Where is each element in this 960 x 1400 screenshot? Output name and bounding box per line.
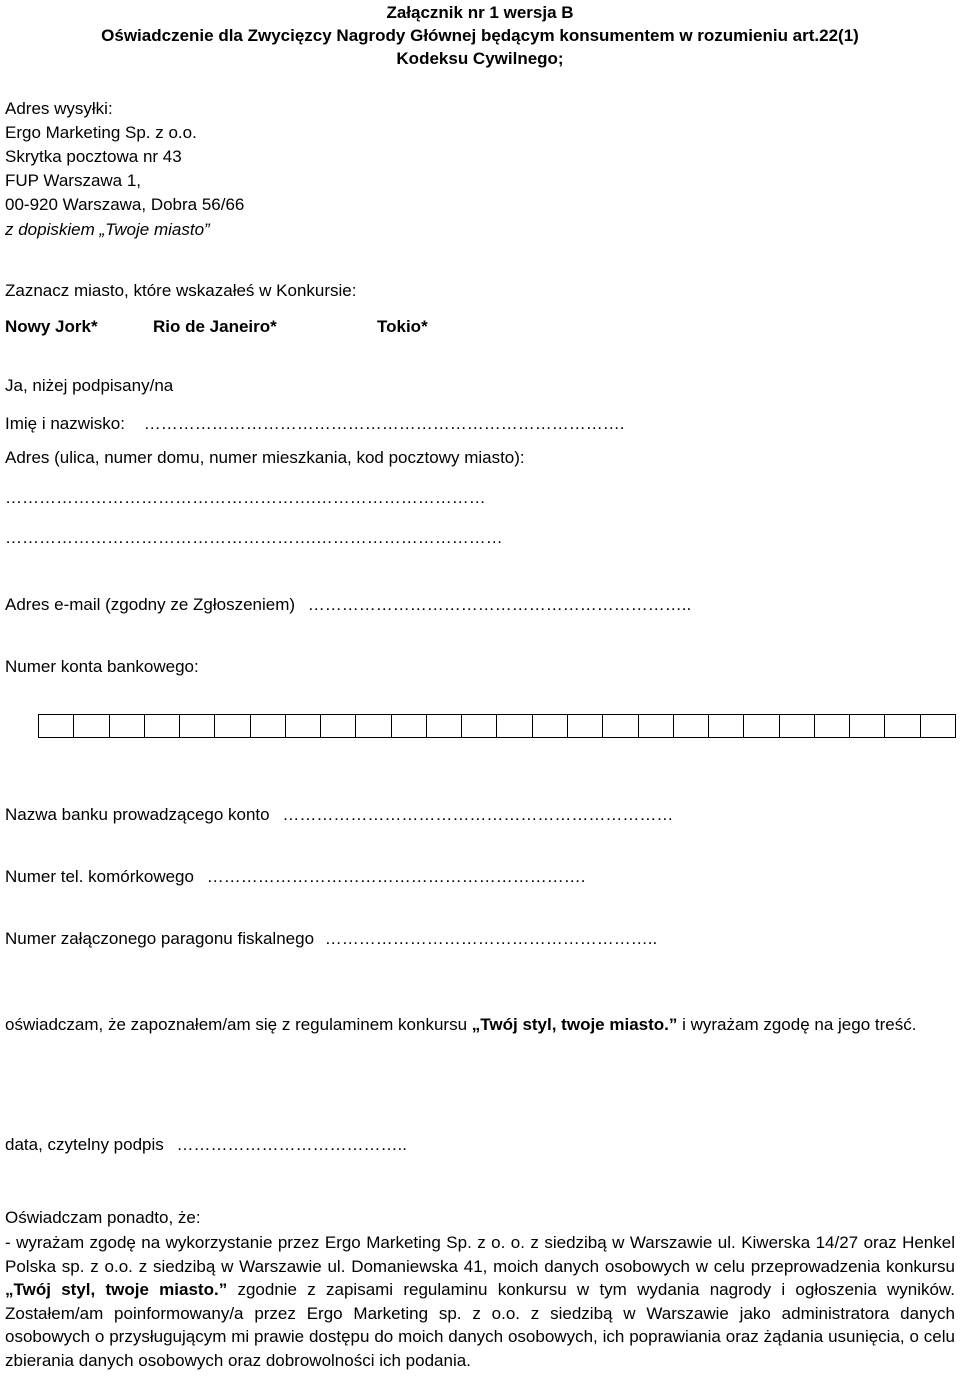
account-digit-cell[interactable] xyxy=(391,715,426,737)
bank-field-row xyxy=(5,804,673,826)
account-digit-cell[interactable] xyxy=(920,715,955,737)
name-label: Imię i nazwisko: xyxy=(5,414,125,433)
regulation-statement: oświadczam, że zapoznałem/am się z regulaminem konkursu „Twój styl, twoje miasto.” i wyrażam zgodę na jego treść. xyxy=(5,1015,917,1034)
city-option-tokyo[interactable]: Tokio* xyxy=(377,317,428,336)
signature-field[interactable]: ………………………………….. xyxy=(176,1135,407,1154)
account-digit-cell[interactable] xyxy=(849,715,884,737)
city-prompt: Zaznacz miasto, które wskazałeś w Konkursie: xyxy=(5,281,357,300)
account-digit-cell[interactable] xyxy=(496,715,531,737)
account-digit-cell[interactable] xyxy=(250,715,285,737)
account-digit-cell[interactable] xyxy=(602,715,637,737)
account-digit-cell[interactable] xyxy=(461,715,496,737)
account-digit-cell[interactable] xyxy=(39,715,73,737)
account-digit-cell[interactable] xyxy=(179,715,214,737)
account-label: Numer konta bankowego: xyxy=(5,657,199,676)
bank-field[interactable]: …………………………………………………………… xyxy=(282,805,674,824)
city-option-new-york[interactable]: Nowy Jork* xyxy=(5,317,98,336)
contest-name-consent: „Twój styl, twoje miasto.” xyxy=(5,1280,228,1299)
account-digit-cell[interactable] xyxy=(814,715,849,737)
account-digit-cell[interactable] xyxy=(673,715,708,737)
signature-label: data, czytelny podpis xyxy=(5,1135,164,1154)
receipt-field-row xyxy=(5,928,657,950)
home-address-field-1[interactable]: ……………………………………………….………………………… xyxy=(5,488,486,507)
receipt-label: Numer załączonego paragonu fiskalnego xyxy=(5,929,315,948)
address-label: Adres wysyłki: xyxy=(5,99,113,118)
account-digit-cell[interactable] xyxy=(638,715,673,737)
consent-heading: Oświadczam ponadto, że: xyxy=(5,1208,201,1227)
account-digit-cell[interactable] xyxy=(743,715,778,737)
document-subtitle-cont: Kodeksu Cywilnego; xyxy=(396,49,564,68)
email-label: Adres e-mail (zgodny ze Zgłoszeniem) xyxy=(5,595,296,614)
account-digit-cell[interactable] xyxy=(708,715,743,737)
form-intro: Ja, niżej podpisany/na xyxy=(5,376,174,395)
account-digit-cell[interactable] xyxy=(567,715,602,737)
email-field-row xyxy=(5,594,691,616)
address-office: FUP Warszawa 1, xyxy=(5,171,142,190)
home-address-label: Adres (ulica, numer domu, numer mieszkania, kod pocztowy miasto): xyxy=(5,448,525,467)
phone-label: Numer tel. komórkowego xyxy=(5,867,194,886)
address-box: Skrytka pocztowa nr 43 xyxy=(5,147,182,166)
contest-name: „Twój styl, twoje miasto.” xyxy=(471,1015,678,1034)
account-digit-cell[interactable] xyxy=(144,715,179,737)
account-digit-cell[interactable] xyxy=(355,715,390,737)
home-address-field-2[interactable]: ……………………………………………….…………………………… xyxy=(5,528,503,547)
signature-row xyxy=(5,1134,407,1156)
account-digit-cell[interactable] xyxy=(109,715,144,737)
address-street: 00-920 Warszawa, Dobra 56/66 xyxy=(5,195,245,214)
account-number-grid[interactable] xyxy=(38,714,956,738)
bank-label: Nazwa banku prowadzącego konto xyxy=(5,805,270,824)
account-digit-cell[interactable] xyxy=(884,715,919,737)
account-digit-cell[interactable] xyxy=(779,715,814,737)
receipt-field[interactable]: ………………………………………………….. xyxy=(324,929,658,948)
account-digit-cell[interactable] xyxy=(214,715,249,737)
phone-field-row xyxy=(5,866,585,888)
account-digit-cell[interactable] xyxy=(426,715,461,737)
name-field-row xyxy=(5,413,624,435)
email-field[interactable]: ………………………………………………………….. xyxy=(307,595,692,614)
name-field[interactable]: …………………………………………………………………………. xyxy=(143,414,625,433)
account-digit-cell[interactable] xyxy=(320,715,355,737)
address-company: Ergo Marketing Sp. z o.o. xyxy=(5,123,197,142)
document-subtitle: Oświadczenie dla Zwycięzcy Nagrody Głównej będącym konsumentem w rozumieniu art.22(1) xyxy=(101,26,859,45)
account-digit-cell[interactable] xyxy=(73,715,108,737)
address-note: z dopiskiem „Twoje miasto” xyxy=(5,220,210,239)
consent-paragraph: - wyrażam zgodę na wykorzystanie przez Ergo Marketing Sp. z o. o. z siedzibą w Warszawie ul. Kiwerska 14/27 oraz Henkel Polska sp. z o.o. z siedzibą w Warszawie ul. Domaniewska 41, moich danych osobowych w celu przeprowadzenia konkursu „Twój styl, twoje miasto.” zgodnie z zapisami regulaminu konkursu w tym wydania nagrody i ogłoszenia wyników. Zostałem/am poinformowany/a przez Ergo Marketing sp. z o.o. z siedzibą w Warszawie jako administratora danych osobowych o przysługującym mi prawie dostępu do moich danych osobowych, ich poprawiania oraz żądania usunięcia, o celu zbierania danych osobowych oraz dobrowolności ich podania. xyxy=(5,1233,955,1370)
document-title: Załącznik nr 1 wersja B xyxy=(386,3,574,22)
city-option-rio[interactable]: Rio de Janeiro* xyxy=(153,317,277,336)
account-digit-cell[interactable] xyxy=(285,715,320,737)
phone-field[interactable]: …………………………………………………………. xyxy=(206,867,586,886)
account-digit-cell[interactable] xyxy=(532,715,567,737)
